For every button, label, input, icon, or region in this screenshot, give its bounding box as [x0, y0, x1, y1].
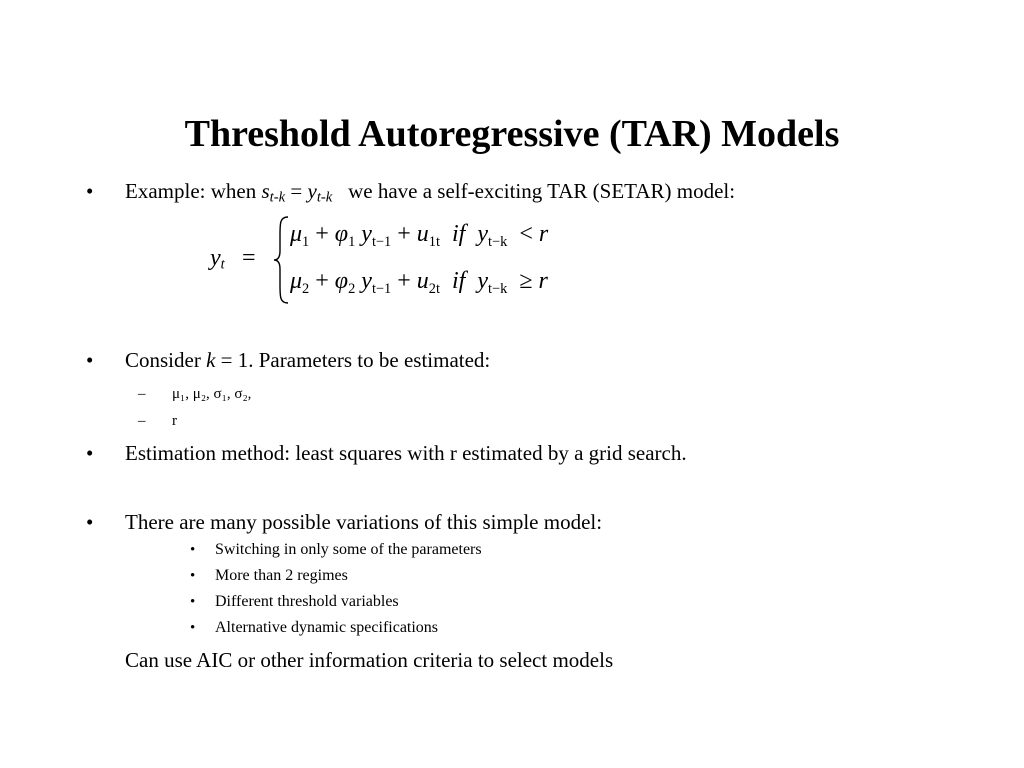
parameter-list: μ₁, μ₂, σ₁, σ₂,: [172, 386, 252, 402]
var-s-sub: t-k: [269, 189, 286, 206]
bullet-marker: •: [86, 348, 94, 372]
variation-item: More than 2 regimes: [215, 567, 348, 584]
equation-lhs: $y_t$: [210, 245, 225, 273]
variation-item: Alternative dynamic specifications: [215, 619, 439, 636]
var-y: y: [307, 179, 317, 203]
sub-bullet-marker: •: [190, 620, 196, 636]
bullet-consider: [125, 347, 490, 373]
equals-sign: =: [285, 179, 308, 203]
sub-bullet-marker: •: [190, 594, 196, 610]
variation-item: Switching in only some of the parameters: [215, 541, 482, 558]
var-y-sub: t-k: [316, 189, 333, 206]
bullet-consider-pre: Consider: [125, 348, 207, 372]
var-s: s: [261, 179, 270, 203]
parameter-r: r: [172, 413, 177, 429]
bullet-marker: •: [86, 179, 94, 203]
dash-marker: –: [138, 413, 146, 429]
sub-bullet-marker: •: [190, 542, 196, 558]
equation-regime-2: $\mu_2 + \varphi_2$ $y_{t-1} + u_{2t}$ if $y_{t-k} \ge r$: [290, 268, 548, 298]
bullet-variations: There are many possible variations of this simple model:: [125, 510, 603, 534]
bullet-marker: •: [86, 510, 94, 534]
variation-item: Different threshold variables: [215, 593, 399, 610]
equation-regime-1: $\mu_1 + \varphi_1$ $y_{t-1} + u_{1t}$ if $y_{t-k} < r$: [290, 221, 549, 251]
bullet-example-pre: Example: when: [125, 179, 262, 203]
var-k: k: [206, 348, 216, 372]
closing-note: Can use AIC or other information criteria to select models: [125, 648, 614, 672]
equation-equals: =: [242, 245, 256, 271]
left-brace-icon: [272, 215, 290, 305]
dash-marker: –: [138, 386, 146, 402]
sub-bullet-marker: •: [190, 568, 196, 584]
setar-equation: [210, 215, 630, 305]
bullet-example: [125, 178, 735, 211]
bullet-example-post: we have a self-exciting TAR (SETAR) model:: [332, 179, 736, 203]
bullet-marker: •: [86, 441, 94, 465]
bullet-estimation: Estimation method: least squares with r estimated by a grid search.: [125, 441, 687, 465]
bullet-consider-post: = 1. Parameters to be estimated:: [215, 348, 491, 372]
slide-title: Threshold Autoregressive (TAR) Models: [184, 113, 840, 155]
